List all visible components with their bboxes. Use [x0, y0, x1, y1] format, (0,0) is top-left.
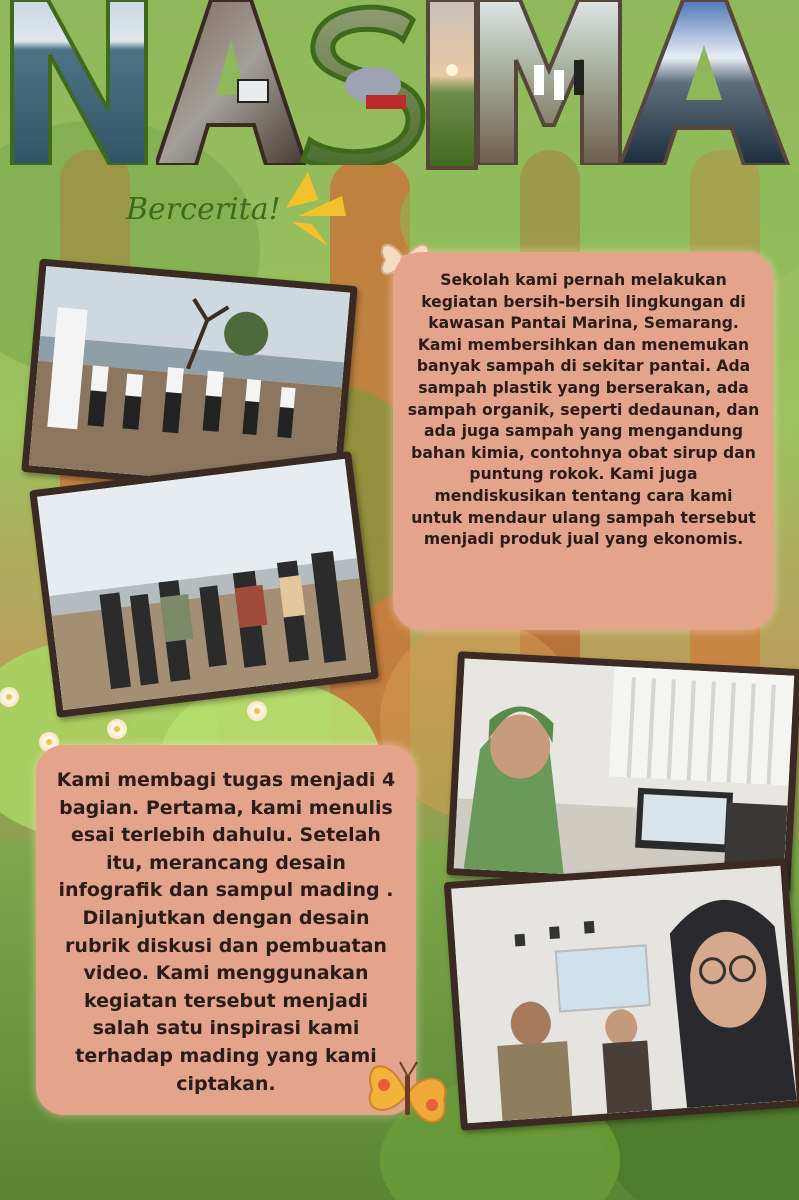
- subtitle: Bercerita!: [126, 192, 281, 227]
- flower-icon: [250, 704, 264, 718]
- story-card-top: [393, 252, 774, 630]
- story-card-bottom: [36, 745, 416, 1115]
- title-letter-m: [474, 0, 624, 165]
- title-letter-n: [8, 0, 150, 165]
- title-letter-i: [426, 0, 478, 170]
- flower-icon: [110, 722, 124, 736]
- photo-classroom-laptop: [446, 651, 799, 893]
- title-letter-s: [298, 0, 428, 165]
- sun-burst-icon: [278, 168, 358, 248]
- title-letter-a: [156, 0, 306, 165]
- title-banner: [8, 0, 798, 170]
- story-text-top: Sekolah kami pernah melakukan kegiatan bersih-bersih lingkungan di kawasan Pantai Marina, Semarang. Kami membersihkan dan menemukan banyak sampah di sekitar pantai. Ada sampah plastik yang berserakan, ada sampah organik, seperti dedaunan, dan ada juga sampah yang mengandung bahan kimia, contohnya obat sirup dan puntung rokok. Kami juga mendiskusikan tentang cara kami untuk mendaur ulang sampah tersebut menjadi produk jual yang ekonomis.: [407, 271, 760, 549]
- flower-icon: [2, 690, 16, 704]
- title-letter-a-2: [618, 0, 790, 165]
- story-text-bottom: Kami membagi tugas menjadi 4 bagian. Pertama, kami menulis esai terlebih dahulu. Setelah itu, merancang desain infografik dan sampul mading . Dilanjutkan dengan desain rubrik diskusi dan pembuatan video. Kami menggunakan kegiatan tersebut menjadi salah satu inspirasi kami terhadap mading yang kami ciptakan.: [56, 769, 396, 1095]
- butterfly-icon: [362, 1050, 452, 1140]
- photo-classroom-selfie: [444, 858, 799, 1130]
- photo-beach-group-2: [29, 451, 378, 718]
